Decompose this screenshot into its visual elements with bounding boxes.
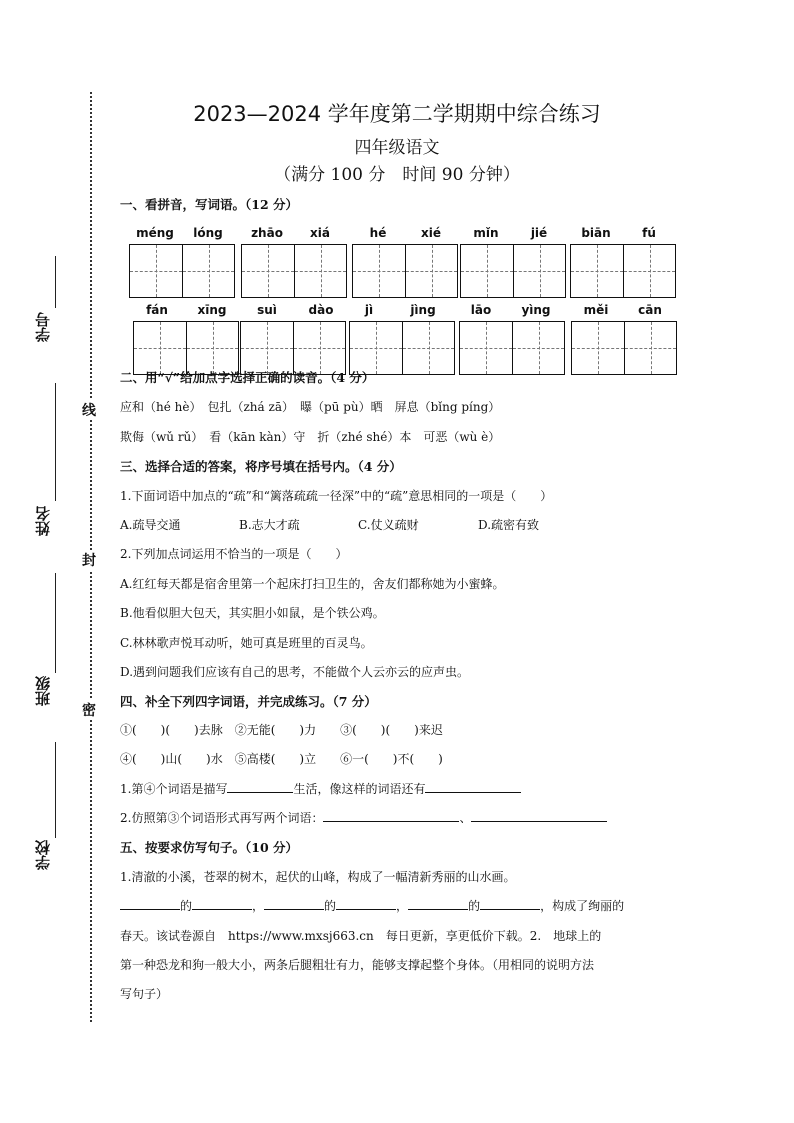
writing-grid[interactable] <box>240 321 346 375</box>
writing-grid[interactable] <box>349 321 455 375</box>
char-comma: ， <box>396 899 409 913</box>
answer-blank[interactable] <box>471 809 607 822</box>
answer-blank[interactable] <box>227 780 293 793</box>
pinyin: lāo <box>470 303 492 317</box>
q1-tail: ，构成了绚丽的 <box>540 899 625 913</box>
answer-blank[interactable] <box>480 897 540 910</box>
q2-text: 2.仿照第③个词语形式再写两个词语： <box>120 811 324 825</box>
pinyin: biān <box>581 226 611 240</box>
pinyin: suì <box>257 303 277 317</box>
exam-title: 2023—2024 学年度第二学期期中综合练习 <box>193 102 601 126</box>
section5-q1-fill <box>120 897 624 914</box>
pinyin: yìng <box>521 303 551 317</box>
section4-line2: ④( )山( )水 ⑤高楼( )立 ⑥一( )不( ) <box>120 752 443 766</box>
separator: 、 <box>459 811 472 825</box>
writing-grid[interactable] <box>241 244 347 298</box>
section2-line2: 欺侮（wǔ rǔ） 看（kān kàn）守 折（zhé shé）本 可恶（wù è） <box>120 430 501 444</box>
pinyin: jié <box>530 226 548 240</box>
writing-grid[interactable] <box>133 321 239 375</box>
seal-line-char: 线 <box>82 400 96 420</box>
pinyin: zhāo <box>251 226 283 240</box>
section3-q2: 2.下列加点词运用不恰当的一项是（ ） <box>120 547 348 561</box>
pinyin: lóng <box>193 226 223 240</box>
char-de: 的 <box>468 899 481 913</box>
q2-option-a: A.红红每天都是宿舍里第一个起床打扫卫生的，舍友们都称她为小蜜蜂。 <box>120 577 505 591</box>
q1-text-b: 生活，像这样的词语还有 <box>293 782 426 796</box>
section4-heading: 四、补全下列四字词语，并完成练习。（7 分） <box>120 694 377 709</box>
pinyin: hé <box>369 226 387 240</box>
school-underline <box>55 742 56 838</box>
section5-q2-line2: 第一种恐龙和狗一般大小，两条后腿粗壮有力，能够支撑起整个身体。（用相同的说明方法 <box>120 958 595 972</box>
pinyin: cān <box>638 303 662 317</box>
section4-q1 <box>120 780 521 797</box>
class-label: 班级 <box>34 676 52 706</box>
section5-q2-line3: 写句子） <box>120 987 169 1001</box>
section3-heading: 三、选择合适的答案，将序号填在括号内。（4 分） <box>120 459 402 474</box>
writing-grid[interactable] <box>129 244 235 298</box>
school-label: 学校 <box>34 840 52 870</box>
pinyin: xiá <box>310 226 330 240</box>
pinyin: fán <box>146 303 168 317</box>
char-comma: ， <box>252 899 265 913</box>
q1-option-b: B.志大才疏 <box>239 518 300 532</box>
answer-blank[interactable] <box>323 809 459 822</box>
section2-heading: 二、用“√”给加点字选择正确的读音。（4 分） <box>120 370 375 385</box>
q2-option-c: C.林林歌声悦耳动听，她可真是班里的百灵鸟。 <box>120 636 373 650</box>
section5-q1: 1.清澈的小溪，苍翠的树木，起伏的山峰，构成了一幅清新秀丽的山水画。 <box>120 870 516 884</box>
section5-heading: 五、按要求仿写句子。（10 分） <box>120 840 298 855</box>
seal-seal-char: 封 <box>82 550 96 570</box>
name-label: 姓名 <box>34 506 52 536</box>
pinyin: xié <box>421 226 441 240</box>
seal-close-char: 密 <box>82 700 96 720</box>
section1-heading: 一、看拼音，写词语。（12 分） <box>120 197 298 212</box>
q1-option-a: A.疏导交通 <box>120 518 181 532</box>
name-underline <box>55 383 56 501</box>
writing-grid[interactable] <box>460 244 566 298</box>
pinyin: méng <box>136 226 174 240</box>
pinyin: jì <box>364 303 374 317</box>
char-de: 的 <box>324 899 337 913</box>
class-underline <box>55 573 56 673</box>
q1-text-a: 1.第④个词语是描写 <box>120 782 228 796</box>
q2-option-b: B.他看似胆大包天，其实胆小如鼠，是个铁公鸡。 <box>120 606 385 620</box>
pinyin: dào <box>308 303 334 317</box>
pinyin: mǐn <box>473 226 499 240</box>
section4-line1: ①( )( )去脉 ②无能( )力 ③( )( )来迟 <box>120 723 443 737</box>
section5-spring-line: 春天。该试卷源自 https://www.mxsj663.cn 每日更新，享更低价下载。2. 地球上的 <box>120 929 602 943</box>
section3-q1: 1.下面词语中加点的“疏”和“篱落疏疏一径深”中的“疏”意思相同的一项是（ ） <box>120 489 553 503</box>
answer-blank[interactable] <box>336 897 396 910</box>
q1-option-d: D.疏密有致 <box>478 518 540 532</box>
exam-subject: 四年级语文 <box>354 138 440 158</box>
pinyin: jìng <box>410 303 436 317</box>
q1-option-c: C.仗义疏财 <box>358 518 419 532</box>
writing-grid[interactable] <box>571 321 677 375</box>
answer-blank[interactable] <box>192 897 252 910</box>
char-de: 的 <box>180 899 193 913</box>
answer-blank[interactable] <box>120 897 180 910</box>
pinyin: xīng <box>197 303 227 317</box>
section2-line1: 应和（hé hè） 包扎（zhá zā） 曝（pū pù）晒 屏息（bǐng píng） <box>120 400 501 414</box>
answer-blank[interactable] <box>425 780 521 793</box>
writing-grid[interactable] <box>352 244 458 298</box>
pinyin: měi <box>583 303 609 317</box>
exam-info: （满分 100 分 时间 90 分钟） <box>274 165 520 185</box>
pinyin: fú <box>642 226 656 240</box>
section4-q2 <box>120 809 607 826</box>
answer-blank[interactable] <box>408 897 468 910</box>
writing-grid[interactable] <box>459 321 565 375</box>
writing-grid[interactable] <box>570 244 676 298</box>
q2-option-d: D.遇到问题我们应该有自己的思考，不能做个人云亦云的应声虫。 <box>120 665 470 679</box>
student-no-label: 学号 <box>34 312 52 342</box>
student-no-underline <box>55 256 56 308</box>
answer-blank[interactable] <box>264 897 324 910</box>
